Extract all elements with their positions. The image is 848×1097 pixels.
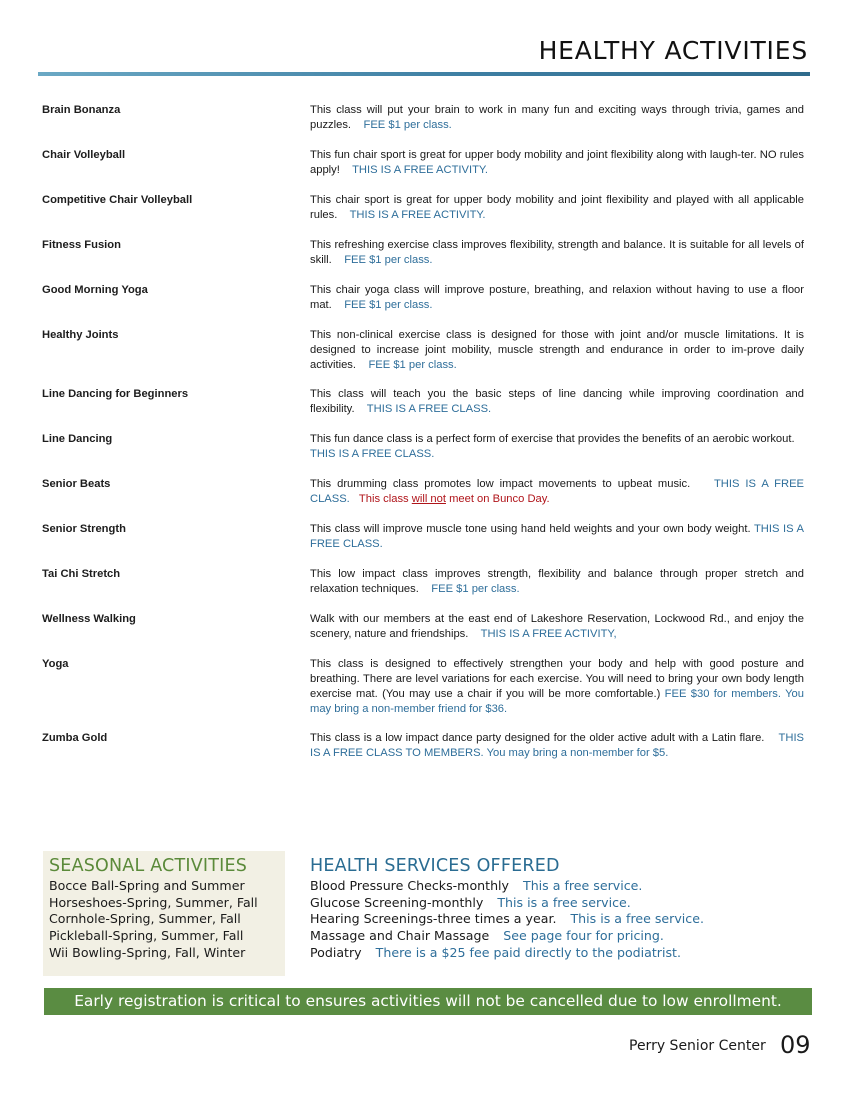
activity-name: Zumba Gold (42, 732, 108, 744)
health-service-label: Glucose Screening-monthly (310, 894, 484, 910)
activity-description (310, 731, 804, 761)
activity-text: This non-clinical exercise class is designed for those with joint and/or muscle limitations. It is designed to increase joint mobility, muscle strength and endurance in order to im-prove daily activities. (310, 329, 804, 371)
activity-name: Fitness Fusion (42, 239, 121, 251)
activity-text: This refreshing exercise class improves flexibility, strength and balance. It is suitable for all levels of skill. (310, 239, 804, 266)
seasonal-list (49, 878, 258, 962)
health-service-note: This is a free service. (570, 911, 704, 927)
activity-text: This drumming class promotes low impact movements to upbeat music. (310, 478, 691, 490)
activity-name: Wellness Walking (42, 613, 136, 625)
health-service-item (310, 911, 704, 928)
activity-row (42, 103, 806, 148)
activity-description (310, 283, 804, 313)
activity-name: Line Dancing (42, 433, 113, 445)
health-service-item (310, 928, 704, 945)
activity-description (310, 522, 804, 552)
activity-fee: FEE $1 per class. (431, 583, 520, 595)
activity-row (42, 432, 806, 477)
activity-name: Senior Strength (42, 523, 126, 535)
activity-description (310, 238, 804, 268)
activities-list (42, 103, 806, 776)
activity-text: This class will improve muscle tone using hand held weights and your own body weight. (310, 523, 751, 535)
note-text: This class (358, 493, 412, 505)
activity-description (310, 612, 804, 642)
activity-row (42, 387, 806, 432)
health-service-note: See page four for pricing. (503, 928, 664, 944)
activity-row (42, 238, 806, 283)
activity-row (42, 567, 806, 612)
activity-fee: THIS IS A FREE ACTIVITY. (349, 209, 486, 221)
activity-name: Tai Chi Stretch (42, 568, 121, 580)
health-service-label: Blood Pressure Checks-monthly (310, 878, 509, 893)
activity-description (310, 432, 804, 462)
activity-text: Walk with our members at the east end of Lakeshore Reservation, Lockwood Rd., and enjoy the scenery, nature and friendships. (310, 613, 804, 640)
health-service-item (310, 895, 704, 912)
activity-fee: FEE $1 per class. (363, 119, 452, 131)
health-service-note: This is a free service. (497, 894, 631, 910)
activity-text: This chair sport is great for upper body mobility and joint flexibility and played with all applicable rules. (310, 194, 804, 221)
activity-fee: FEE $1 per class. (344, 254, 433, 266)
activity-description (310, 567, 804, 597)
activity-description (310, 477, 804, 507)
activity-fee: THIS IS A FREE CLASS. (366, 403, 492, 415)
activity-fee: THIS IS A FREE ACTIVITY. (352, 164, 489, 176)
activity-text: This class is a low impact dance party designed for the older active adult with a Latin flare. (310, 732, 765, 744)
health-service-label: Podiatry (310, 944, 362, 960)
activity-description (310, 387, 804, 417)
seasonal-item: Horseshoes-Spring, Summer, Fall (49, 894, 258, 910)
activity-text: This chair yoga class will improve posture, breathing, and relaxion without having to use a floor mat. (310, 284, 804, 311)
activity-fee: THIS IS A FREE CLASS. (310, 448, 435, 460)
activity-text: This low impact class improves strength, flexibility and balance through proper stretch and relaxation techniques. (310, 568, 804, 595)
activity-row (42, 731, 806, 776)
activity-row (42, 283, 806, 328)
activity-name: Senior Beats (42, 478, 111, 490)
activity-description (310, 148, 804, 178)
seasonal-item: Pickleball-Spring, Summer, Fall (49, 928, 244, 944)
activity-name: Brain Bonanza (42, 104, 121, 116)
activity-fee: FEE $1 per class. (368, 359, 457, 371)
health-service-item (310, 945, 704, 962)
page-title: HEALTHY ACTIVITIES (538, 36, 808, 65)
health-services-title: HEALTH SERVICES OFFERED (310, 856, 560, 876)
activity-fee: FEE $1 per class. (344, 299, 433, 311)
activity-name: Competitive Chair Volleyball (42, 194, 193, 206)
activity-name: Good Morning Yoga (42, 284, 148, 296)
seasonal-item: Wii Bowling-Spring, Fall, Winter (49, 944, 246, 960)
activity-row (42, 193, 806, 238)
seasonal-title: SEASONAL ACTIVITIES (49, 856, 248, 876)
activity-row (42, 148, 806, 193)
activity-row (42, 522, 806, 567)
seasonal-item: Cornhole-Spring, Summer, Fall (49, 911, 241, 927)
seasonal-activities-box (43, 851, 285, 976)
activity-text: This class will teach you the basic steps of line dancing while improving coordination and flexibility. (310, 388, 804, 415)
activity-description (310, 328, 804, 373)
footer-center-name: Perry Senior Center (629, 1038, 766, 1054)
page-number: 09 (780, 1031, 811, 1059)
activity-description (310, 657, 804, 717)
health-service-label: Massage and Chair Massage (310, 928, 490, 944)
seasonal-item: Bocce Ball-Spring and Summer (49, 878, 245, 893)
activity-name: Yoga (42, 658, 69, 670)
activity-fee: THIS IS A FREE CLASS. (310, 523, 804, 550)
activity-name: Line Dancing for Beginners (42, 388, 189, 400)
note-text: meet on Bunco Day. (445, 493, 550, 505)
activity-row (42, 657, 806, 731)
header-rule (38, 72, 810, 76)
activity-fee: THIS IS A FREE ACTIVITY, (480, 628, 617, 640)
bunco-day-note (359, 493, 550, 505)
activity-text: This fun chair sport is great for upper body mobility and joint flexibility along with laugh-ter. NO rules apply! (310, 149, 804, 176)
activity-text: This fun dance class is a perfect form of exercise that provides the benefits of an aerobic workout. (310, 433, 795, 445)
activity-text: This class is designed to effectively strengthen your body and help with good posture and breathing. There are level variations for each exercise. You will need to bring your own body length exercise mat. (You may use a chair if you will be more comfortable.) (310, 658, 804, 700)
activity-row (42, 328, 806, 387)
registration-banner: Early registration is critical to ensures activities will not be cancelled due to low enrollment. (44, 988, 812, 1015)
activity-fee: THIS IS A FREE CLASS TO MEMBERS. You may bring a non-member for $5. (310, 732, 805, 759)
health-service-note: This a free service. (523, 878, 643, 893)
note-emphasis: will not (411, 493, 446, 505)
activity-row (42, 612, 806, 657)
activity-text: This class will put your brain to work in many fun and exciting ways through trivia, games and puzzles. (310, 104, 804, 131)
activity-name: Chair Volleyball (42, 149, 126, 161)
activity-description (310, 193, 804, 223)
activity-fee: FEE $30 for members. You may bring a non-member friend for $36. (310, 688, 804, 715)
health-service-note: There is a $25 fee paid directly to the podiatrist. (375, 944, 681, 960)
health-service-label: Hearing Screenings-three times a year. (310, 911, 557, 927)
health-service-item (310, 878, 704, 895)
activity-fee: THIS IS A FREE CLASS. (310, 478, 805, 505)
activity-description (310, 103, 804, 133)
activity-name: Healthy Joints (42, 329, 119, 341)
activity-row (42, 477, 806, 522)
health-services-list (310, 878, 704, 962)
